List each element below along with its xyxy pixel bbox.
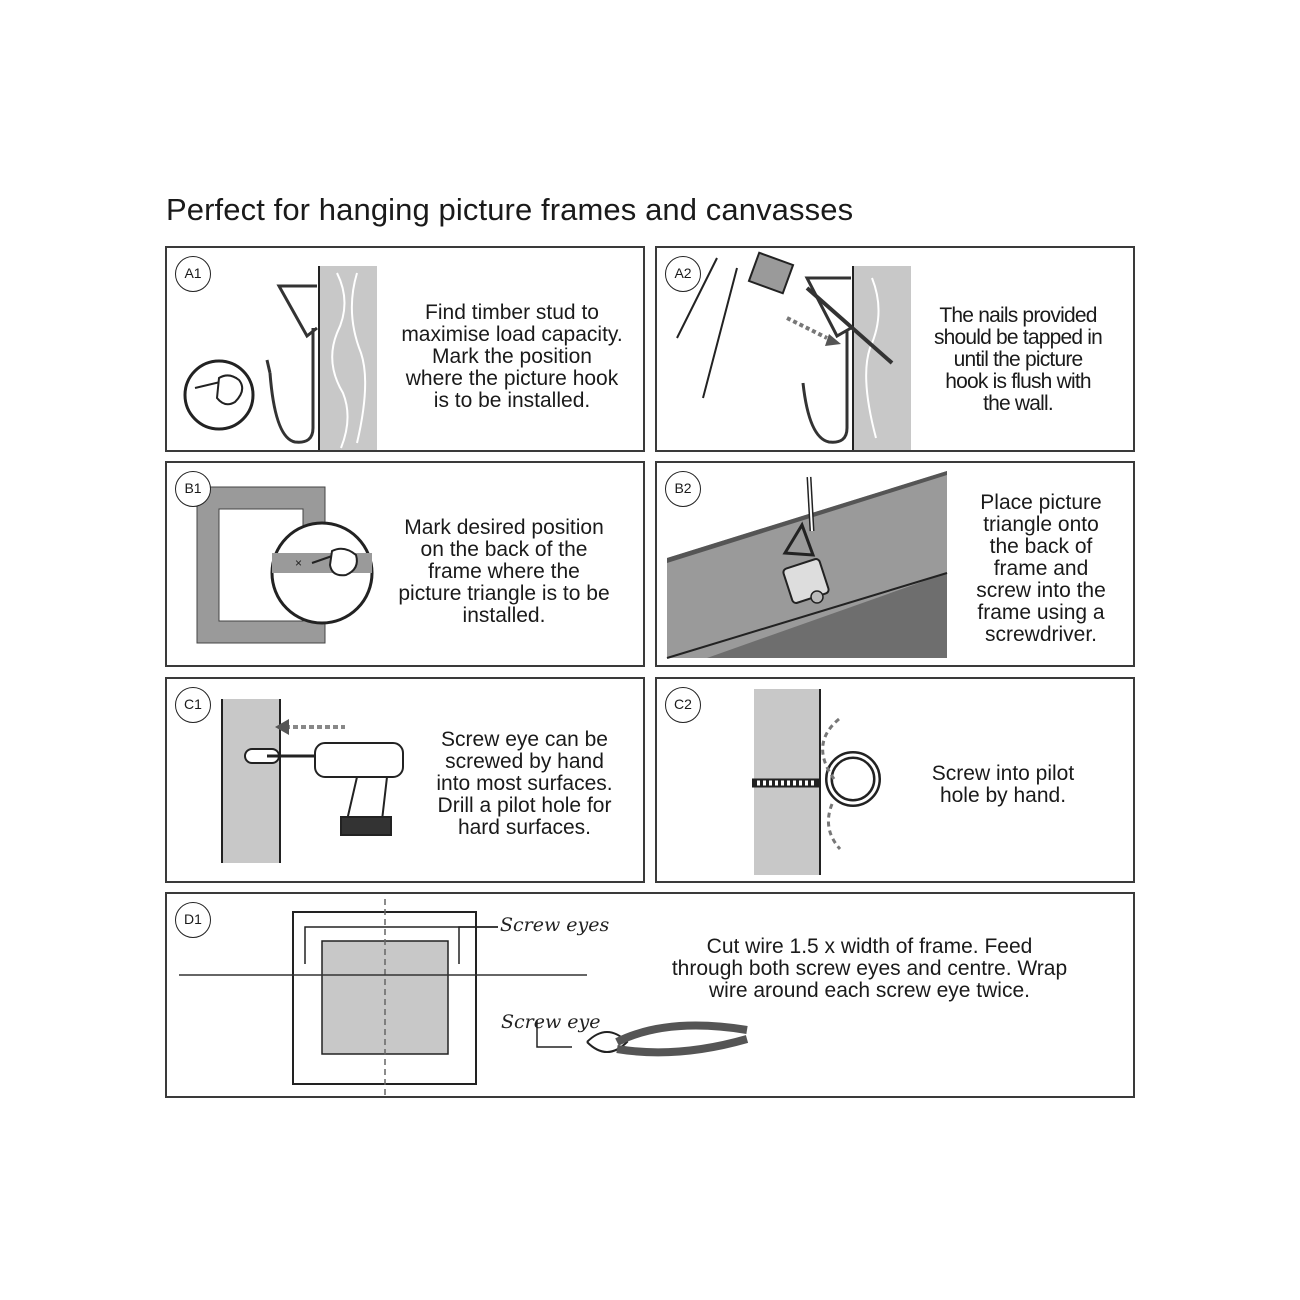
step-text-a2: The nails provided should be tapped in until the picture hook is flush with the wall. bbox=[933, 304, 1103, 415]
step-panel-b2 bbox=[655, 461, 1135, 667]
step-panel-a1 bbox=[165, 246, 645, 452]
step-text-b1: Mark desired position on the back of the frame where the picture triangle is to be installed. bbox=[398, 516, 610, 627]
step-panel-c2 bbox=[655, 677, 1135, 883]
step-text-d1: Cut wire 1.5 x width of frame. Feed through both screw eyes and centre. Wrap wire around each screw eye twice. bbox=[671, 935, 1068, 1002]
screw-eye-label: Screw eye bbox=[501, 1011, 601, 1033]
step-badge-c2: C2 bbox=[665, 687, 701, 723]
step-badge-d1: D1 bbox=[175, 902, 211, 938]
step-badge-a1: A1 bbox=[175, 256, 211, 292]
step-panel-c1 bbox=[165, 677, 645, 883]
step-text-a1: Find timber stud to maximise load capacity. Mark the position where the picture hook is to be installed. bbox=[401, 301, 623, 412]
step-text-c1: Screw eye can be screwed by hand into most surfaces. Drill a pilot hole for hard surfaces. bbox=[436, 728, 613, 839]
screw-eyes-label: Screw eyes bbox=[500, 914, 610, 936]
b1-cross-mark: × bbox=[295, 556, 303, 570]
step-text-c2: Screw into pilot hole by hand. bbox=[931, 762, 1075, 807]
step-panel-b1 bbox=[165, 461, 645, 667]
step-badge-b1: B1 bbox=[175, 471, 211, 507]
step-badge-a2: A2 bbox=[665, 256, 701, 292]
step-text-b2: Place picture triangle onto the back of frame and screw into the frame using a screwdriver. bbox=[976, 491, 1106, 646]
step-panel-a2 bbox=[655, 246, 1135, 452]
step-panel-d1 bbox=[165, 892, 1135, 1098]
page-title: Perfect for hanging picture frames and canvasses bbox=[166, 192, 854, 227]
step-badge-b2: B2 bbox=[665, 471, 701, 507]
step-badge-c1: C1 bbox=[175, 687, 211, 723]
